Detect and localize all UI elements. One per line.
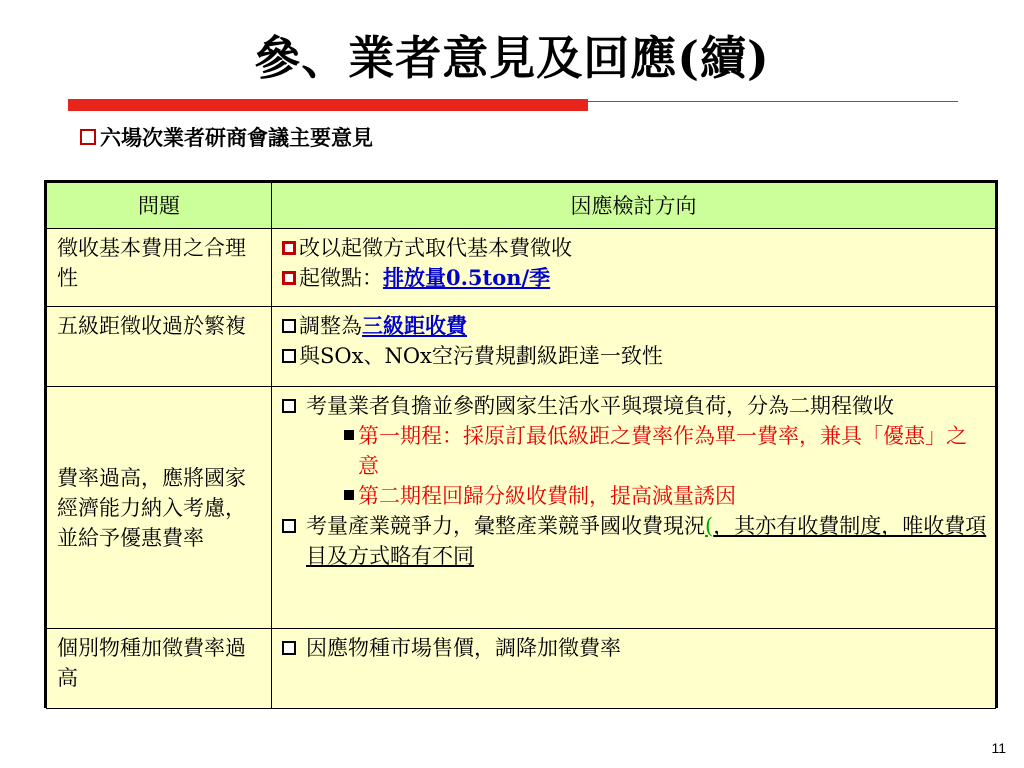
- issue-cell: 徵收基本費用之合理性: [47, 229, 272, 307]
- checkbox-bullet-icon: [80, 129, 96, 145]
- section-heading-text: 六場次業者研商會議主要意見: [100, 125, 373, 150]
- square-bullet-icon: [344, 430, 354, 440]
- table-header-row: [47, 183, 996, 229]
- box-bullet-icon: [282, 641, 296, 655]
- box-bullet-icon: [282, 241, 296, 255]
- slide-title: 參、業者意見及回應(續): [254, 31, 770, 85]
- threshold-link[interactable]: 排放量0.5ton/季: [383, 265, 551, 290]
- section-heading: [80, 122, 373, 152]
- box-bullet-icon: [282, 271, 296, 285]
- response-point: [282, 633, 987, 663]
- title-underline-thin: [588, 101, 958, 102]
- response-cell: [272, 229, 996, 307]
- response-text: 起徵點：: [299, 266, 383, 290]
- box-bullet-icon: [282, 349, 296, 363]
- table-row: [47, 229, 996, 307]
- response-point: [282, 341, 987, 371]
- title-underline-thick: [68, 99, 588, 111]
- response-text: 考量產業競爭力，彙整產業競爭國收費現況(，其亦有收費制度，唯收費項目及方式略有不同: [306, 514, 987, 568]
- table-row: [47, 307, 996, 387]
- response-cell: [272, 629, 996, 709]
- box-bullet-icon: [282, 519, 296, 533]
- table-row: [47, 629, 996, 709]
- table-row: [47, 387, 996, 629]
- box-bullet-icon: [282, 319, 296, 333]
- opinion-table: [44, 180, 998, 708]
- response-text: 考量業者負擔並參酌國家生活水平與環境負荷，分為二期程徵收: [306, 394, 894, 418]
- three-tier-link[interactable]: 三級距收費: [362, 313, 467, 338]
- response-cell: [272, 307, 996, 387]
- issue-cell: 個別物種加徵費率過高: [47, 629, 272, 709]
- response-text: 改以起徵方式取代基本費徵收: [299, 236, 572, 260]
- response-point: [282, 391, 987, 421]
- box-bullet-icon: [282, 399, 296, 413]
- header-issue: 問題: [47, 183, 272, 229]
- response-text: 與SOx、NOx空污費規劃級距達一致性: [299, 344, 663, 368]
- header-response: 因應檢討方向: [272, 183, 996, 229]
- sub-point: [282, 421, 987, 481]
- page-number: 11: [991, 740, 1006, 756]
- issue-cell: 五級距徵收過於繁複: [47, 307, 272, 387]
- response-point: [282, 263, 987, 293]
- response-cell: [272, 387, 996, 629]
- response-point: [282, 233, 987, 263]
- response-point: [282, 311, 987, 341]
- response-point: [282, 511, 987, 571]
- sub-point-text: 第一期程：採原訂最低級距之費率作為單一費率，兼具「優惠」之意: [358, 424, 967, 478]
- sub-point-text: 第二期程回歸分級收費制，提高減量誘因: [358, 484, 736, 508]
- sub-point: [282, 481, 987, 511]
- issue-cell: 費率過高，應將國家經濟能力納入考慮，並給予優惠費率: [47, 387, 272, 629]
- response-text: 因應物種市場售價，調降加徵費率: [306, 636, 621, 660]
- response-text: 調整為: [299, 314, 362, 338]
- square-bullet-icon: [344, 490, 354, 500]
